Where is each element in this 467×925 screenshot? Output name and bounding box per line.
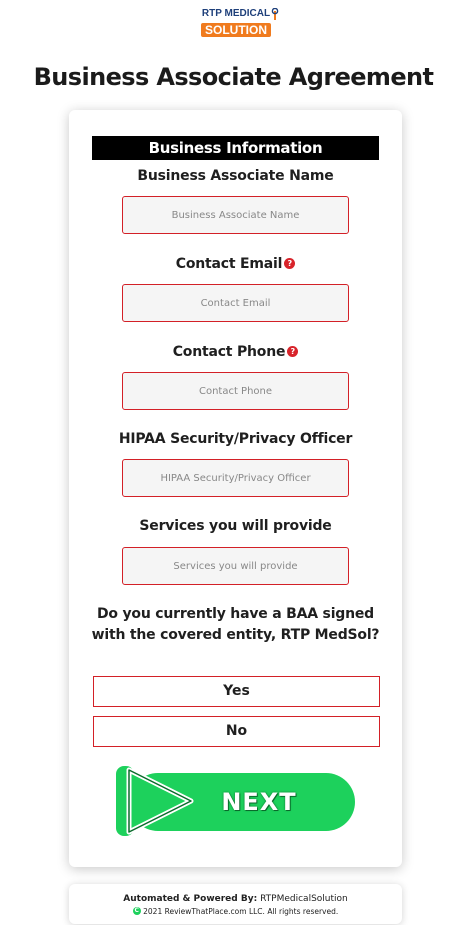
page-title: Business Associate Agreement: [33, 63, 434, 91]
question-circle-icon[interactable]: ?: [287, 346, 298, 357]
baa-question: Do you currently have a BAA signed with the covered entity, RTP MedSol?: [91, 606, 380, 643]
field-label-contact-phone: Contact Phone ?: [69, 344, 402, 360]
footer-powered-by: Automated & Powered By: RTPMedicalSolution: [123, 894, 348, 904]
field-label-business-associate-name: Business Associate Name: [137, 168, 334, 184]
footer: [69, 884, 402, 924]
field-label-services: Services you will provide: [139, 518, 332, 534]
choice-yes-button[interactable]: Yes: [93, 676, 380, 707]
next-button-label: NEXT: [221, 788, 297, 816]
next-button[interactable]: [115, 764, 355, 838]
footer-copyright: C 2021 ReviewThatPlace.com LLC. All rights reserved.: [134, 907, 339, 916]
wrench-icon: [271, 8, 279, 20]
play-icon: [115, 764, 205, 838]
section-title: Business Information: [92, 136, 379, 160]
form-card: [69, 110, 402, 867]
business-associate-name-input[interactable]: [122, 196, 349, 234]
copyright-icon: C: [134, 907, 139, 914]
services-input[interactable]: [122, 547, 349, 585]
logo-line-1: RTP MEDICAL: [201, 8, 271, 19]
choice-no-button[interactable]: No: [93, 716, 380, 747]
question-circle-icon[interactable]: ?: [284, 258, 295, 269]
field-label-contact-email: Contact Email ?: [69, 256, 402, 272]
contact-email-input[interactable]: [122, 284, 349, 322]
logo-line-2: SOLUTION: [201, 23, 271, 37]
hipaa-officer-input[interactable]: [122, 459, 349, 497]
contact-phone-input[interactable]: [122, 372, 349, 410]
field-label-hipaa-officer: HIPAA Security/Privacy Officer: [118, 431, 353, 447]
brand-logo: [191, 8, 281, 36]
